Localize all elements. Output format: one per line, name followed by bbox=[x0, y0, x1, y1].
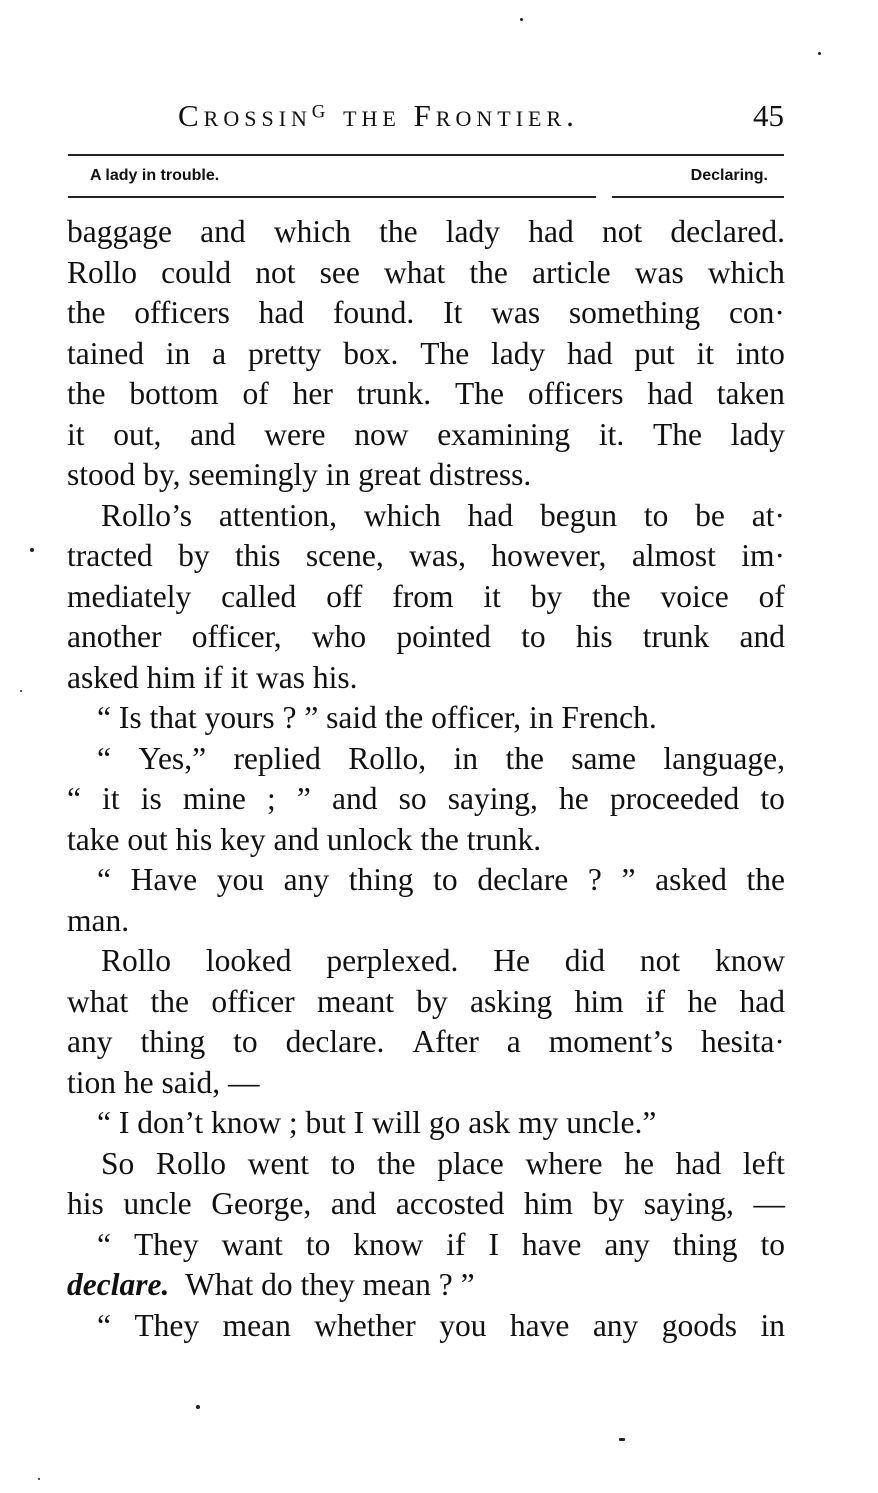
word: mean bbox=[222, 1307, 291, 1343]
word: Rollo, bbox=[348, 740, 427, 776]
word: pointed bbox=[396, 619, 491, 654]
text-line bbox=[67, 212, 785, 253]
word: tracted bbox=[67, 538, 153, 573]
word: the bbox=[67, 295, 106, 330]
word: did bbox=[564, 943, 606, 978]
word: you bbox=[216, 862, 264, 897]
word: any bbox=[67, 1024, 113, 1059]
text-line bbox=[67, 1225, 785, 1266]
word: off bbox=[326, 578, 363, 614]
word: into bbox=[735, 335, 785, 371]
word: whether bbox=[314, 1307, 416, 1343]
word: lady bbox=[730, 416, 785, 452]
word: It bbox=[443, 295, 463, 330]
word: and bbox=[739, 619, 785, 654]
word: to bbox=[305, 1226, 331, 1262]
word: it. bbox=[598, 416, 625, 452]
word: officers bbox=[134, 295, 230, 330]
word: replied bbox=[233, 740, 321, 776]
text-line bbox=[67, 860, 785, 901]
word: at· bbox=[751, 497, 785, 533]
word: and bbox=[200, 214, 246, 249]
word: con· bbox=[728, 295, 785, 330]
text-line: tion he said, — bbox=[67, 1064, 260, 1100]
word: by bbox=[530, 578, 563, 614]
body-text bbox=[67, 212, 785, 1346]
word: the bbox=[67, 376, 106, 411]
word: to bbox=[233, 1024, 258, 1059]
word: see bbox=[319, 254, 360, 290]
word: from bbox=[392, 578, 454, 614]
sidenote-left: A lady in trouble. bbox=[90, 167, 220, 184]
word: the bbox=[379, 214, 418, 249]
word: The bbox=[420, 335, 470, 371]
word: thing bbox=[672, 1226, 738, 1262]
word: place bbox=[437, 1145, 504, 1181]
word: any bbox=[604, 1226, 650, 1262]
text-line bbox=[67, 617, 785, 658]
scan-speck bbox=[619, 1438, 625, 1441]
word: language, bbox=[663, 740, 785, 776]
text-line bbox=[67, 1265, 785, 1306]
word: out, bbox=[113, 416, 162, 452]
word: saying, bbox=[643, 1186, 734, 1221]
text-line bbox=[67, 982, 785, 1023]
word: almost bbox=[631, 538, 716, 573]
word: any bbox=[283, 862, 330, 897]
word: he bbox=[624, 1145, 654, 1181]
word: his bbox=[575, 619, 613, 654]
text-line: man. bbox=[67, 902, 130, 938]
sidenote-right: Declaring. bbox=[690, 167, 768, 184]
word: pretty bbox=[247, 335, 322, 371]
word: have bbox=[509, 1307, 570, 1343]
word: I bbox=[488, 1226, 499, 1262]
word: lady bbox=[445, 214, 501, 249]
word: of bbox=[758, 578, 785, 614]
word: same bbox=[571, 740, 637, 776]
word: proceeded bbox=[609, 781, 740, 816]
word: was bbox=[491, 295, 541, 330]
word: thing bbox=[348, 862, 414, 897]
text-line bbox=[67, 577, 785, 618]
scan-speck bbox=[196, 1405, 200, 1409]
scan-speck bbox=[818, 52, 821, 55]
text-line: take out his key and unlock the trunk. bbox=[67, 821, 542, 857]
word: however, bbox=[491, 538, 607, 573]
word: her bbox=[292, 376, 333, 411]
word: now bbox=[354, 416, 409, 452]
word: where bbox=[525, 1145, 603, 1181]
word: left bbox=[742, 1145, 785, 1181]
word: called bbox=[221, 578, 297, 614]
word: Yes,” bbox=[138, 740, 207, 776]
word: bottom bbox=[129, 376, 219, 411]
word: “ bbox=[97, 862, 111, 897]
word: ” bbox=[621, 862, 636, 897]
word: “ bbox=[97, 1307, 111, 1343]
word: his bbox=[67, 1186, 104, 1221]
word: know bbox=[353, 1226, 424, 1262]
word: what bbox=[384, 254, 446, 290]
word: thing bbox=[140, 1024, 206, 1059]
word: the bbox=[150, 983, 190, 1019]
scan-speck bbox=[520, 18, 523, 21]
word: baggage bbox=[67, 214, 172, 249]
word: ? bbox=[587, 862, 602, 897]
word: asked bbox=[655, 862, 727, 897]
word: something bbox=[568, 295, 701, 330]
word: — bbox=[753, 1186, 785, 1221]
word: im· bbox=[741, 538, 785, 573]
word: voice bbox=[660, 578, 729, 614]
word: examining bbox=[437, 416, 571, 452]
word: it bbox=[696, 335, 715, 371]
word: article bbox=[531, 254, 611, 290]
word: “ bbox=[67, 781, 81, 816]
word: declare. bbox=[285, 1024, 385, 1059]
word: went bbox=[247, 1145, 310, 1181]
italic-word: declare. bbox=[67, 1267, 170, 1302]
word: by bbox=[416, 983, 448, 1019]
word: accosted bbox=[395, 1186, 505, 1221]
word: it bbox=[483, 578, 501, 614]
word: goods bbox=[661, 1307, 738, 1343]
word: put bbox=[634, 335, 675, 371]
word: trunk. bbox=[356, 376, 432, 411]
word: in bbox=[165, 335, 191, 371]
word: officer, bbox=[191, 619, 282, 654]
text-line bbox=[67, 536, 785, 577]
word: was, bbox=[409, 538, 466, 573]
word: The bbox=[652, 416, 702, 452]
word: So bbox=[101, 1145, 135, 1181]
word: the bbox=[746, 862, 785, 897]
word: could bbox=[161, 254, 232, 290]
text-line bbox=[67, 334, 785, 375]
word: the bbox=[469, 254, 508, 290]
word: he bbox=[687, 983, 718, 1019]
text-line bbox=[67, 1306, 785, 1347]
scan-speck bbox=[30, 548, 34, 552]
word: had bbox=[675, 1145, 722, 1181]
word: by bbox=[592, 1186, 625, 1221]
word: and bbox=[332, 781, 378, 816]
word: in bbox=[453, 740, 479, 776]
word: tained bbox=[67, 335, 144, 371]
word: had bbox=[258, 295, 305, 330]
text-line bbox=[67, 415, 785, 456]
text-line bbox=[67, 739, 785, 780]
word: mine bbox=[182, 781, 246, 816]
word: to bbox=[433, 862, 458, 897]
text-line bbox=[67, 374, 785, 415]
word: a bbox=[506, 1024, 521, 1059]
word: Rollo bbox=[156, 1145, 227, 1181]
word: the bbox=[592, 578, 631, 614]
word: a bbox=[212, 335, 227, 371]
word: box. bbox=[343, 335, 399, 371]
word: any bbox=[592, 1307, 639, 1343]
word: the bbox=[377, 1145, 416, 1181]
word: officer bbox=[211, 983, 295, 1019]
word: which bbox=[273, 214, 351, 249]
word: ” bbox=[296, 781, 311, 816]
word: hesita· bbox=[700, 1024, 785, 1059]
word: lady bbox=[491, 335, 546, 371]
word: had bbox=[567, 335, 613, 371]
word: he bbox=[559, 781, 589, 816]
text-line bbox=[67, 1022, 785, 1063]
word: of bbox=[242, 376, 269, 411]
word: this bbox=[234, 538, 281, 573]
word: were bbox=[264, 416, 326, 452]
word: George, bbox=[211, 1186, 312, 1221]
word: if bbox=[446, 1226, 466, 1262]
text-line: “ I don’t know ; but I will go ask my uncle.” bbox=[97, 1105, 657, 1140]
scan-speck bbox=[38, 1478, 40, 1480]
word: had bbox=[739, 983, 785, 1019]
word: not bbox=[255, 254, 296, 290]
text-line bbox=[67, 1144, 785, 1185]
word: to bbox=[643, 497, 669, 533]
word: it bbox=[67, 416, 85, 452]
word: to bbox=[521, 619, 546, 654]
text-line bbox=[67, 253, 785, 294]
word: was bbox=[634, 254, 684, 290]
header-rule-bottom-left bbox=[68, 196, 596, 198]
word: and bbox=[330, 1186, 377, 1221]
word: “ bbox=[97, 1226, 111, 1262]
word: have bbox=[521, 1226, 582, 1262]
word: in bbox=[760, 1307, 785, 1343]
word: want bbox=[221, 1226, 283, 1262]
word: trunk bbox=[642, 619, 710, 654]
word: The bbox=[454, 376, 504, 411]
word: They bbox=[133, 1226, 199, 1262]
word: not bbox=[601, 214, 643, 249]
word: what bbox=[67, 983, 129, 1019]
word: it bbox=[102, 781, 120, 816]
word: Rollo bbox=[67, 254, 138, 290]
word: not bbox=[639, 943, 681, 978]
scan-speck bbox=[20, 690, 22, 692]
word: declare bbox=[477, 862, 569, 897]
word: ; bbox=[267, 781, 276, 816]
text-line bbox=[67, 1184, 785, 1225]
word: to bbox=[760, 1226, 785, 1262]
text-line bbox=[67, 779, 785, 820]
word: which bbox=[363, 497, 441, 533]
page-number: 45 bbox=[753, 98, 784, 133]
word: is bbox=[140, 781, 162, 816]
word: saying, bbox=[447, 781, 538, 816]
word: who bbox=[311, 619, 367, 654]
word: another bbox=[67, 619, 162, 654]
word: had bbox=[467, 497, 514, 533]
word: perplexed. bbox=[326, 943, 459, 978]
word: asking bbox=[470, 983, 553, 1019]
text-line: stood by, seemingly in great distress. bbox=[67, 457, 532, 492]
word: scene, bbox=[305, 538, 384, 573]
text-fragment: What do they mean ? ” bbox=[185, 1267, 475, 1302]
running-head bbox=[68, 98, 784, 142]
word: He bbox=[493, 943, 530, 978]
word: him bbox=[574, 983, 624, 1019]
text-line bbox=[67, 496, 785, 537]
word: found. bbox=[332, 295, 415, 330]
word: if bbox=[645, 983, 666, 1019]
word: declared. bbox=[670, 214, 785, 249]
word: which bbox=[707, 254, 785, 290]
word: officers bbox=[527, 376, 624, 411]
text-line bbox=[67, 293, 785, 334]
word: mediately bbox=[67, 578, 192, 614]
word: taken bbox=[716, 376, 785, 411]
word: the bbox=[505, 740, 544, 776]
word: “ bbox=[97, 740, 111, 776]
word: him bbox=[523, 1186, 573, 1221]
word: had bbox=[647, 376, 693, 411]
word: Rollo bbox=[101, 943, 172, 978]
word: moment’s bbox=[548, 1024, 673, 1059]
header-rule-top bbox=[68, 154, 784, 156]
word: know bbox=[714, 943, 785, 978]
word: and bbox=[190, 416, 236, 452]
text-line: “ Is that yours ? ” said the officer, in French. bbox=[97, 700, 657, 735]
text-line bbox=[67, 941, 785, 982]
word: Have bbox=[130, 862, 198, 897]
word: They bbox=[134, 1307, 200, 1343]
word: by bbox=[178, 538, 210, 573]
word: After bbox=[412, 1024, 479, 1059]
word: Rollo’s bbox=[101, 497, 193, 533]
word: attention, bbox=[218, 497, 337, 533]
word: to bbox=[760, 781, 785, 816]
word: had bbox=[528, 214, 574, 249]
word: be bbox=[695, 497, 725, 533]
word: you bbox=[439, 1307, 487, 1343]
text-line: asked him if it was his. bbox=[67, 659, 358, 695]
word: so bbox=[398, 781, 427, 816]
word: uncle bbox=[123, 1186, 192, 1221]
word: looked bbox=[205, 943, 292, 978]
word: meant bbox=[316, 983, 394, 1019]
header-rule-bottom-right bbox=[612, 196, 784, 198]
word: begun bbox=[539, 497, 617, 533]
running-title: Crossinᴳ the Frontier. bbox=[178, 98, 579, 133]
word: to bbox=[330, 1145, 356, 1181]
